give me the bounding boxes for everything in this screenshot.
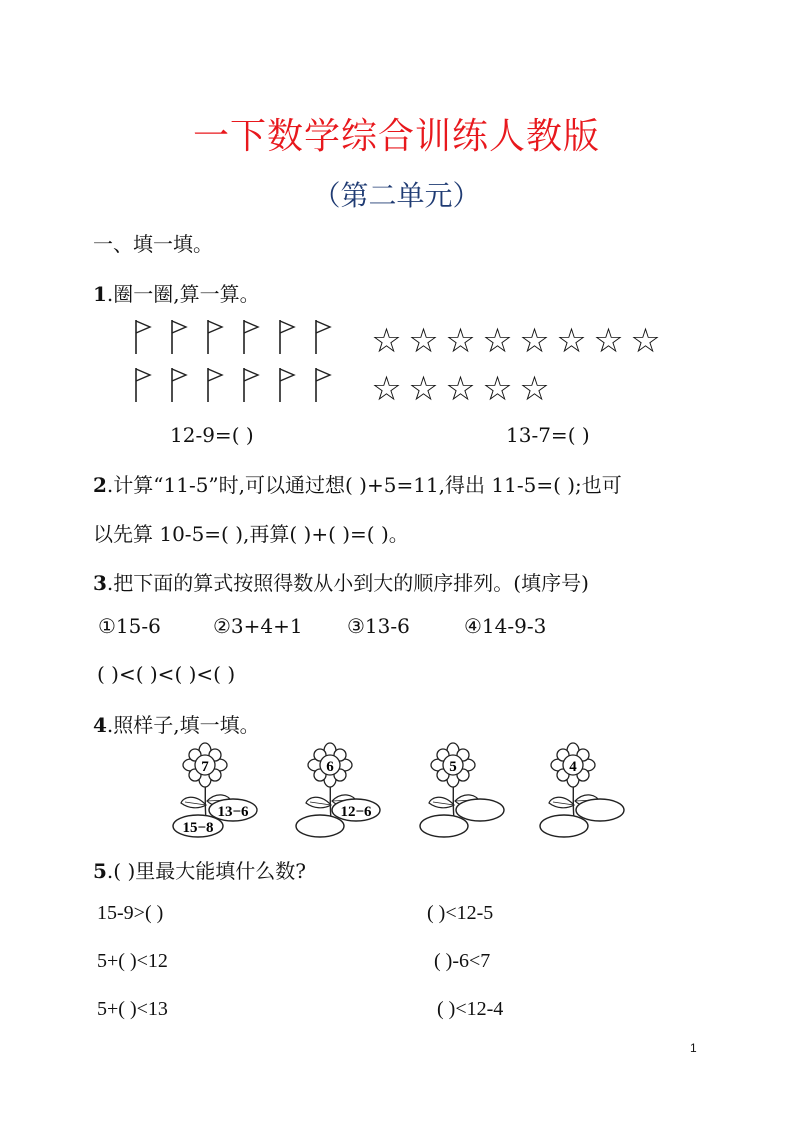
petal-oval-upper bbox=[456, 799, 504, 821]
flag-icon bbox=[240, 366, 276, 404]
expression-4: ④14-9-3 bbox=[464, 614, 547, 638]
ordering-blanks: ( )<( )<( )<( ) bbox=[97, 662, 236, 686]
star-icon: ☆ bbox=[408, 321, 439, 361]
question-3 bbox=[93, 567, 589, 596]
star-icon: ☆ bbox=[519, 321, 550, 361]
question-text: .计算“11-5”时,可以通过想( )+5=11,得出 11-5=( );也可 bbox=[106, 473, 622, 497]
star-icon: ☆ bbox=[482, 369, 513, 409]
question-1 bbox=[93, 278, 260, 307]
flag-icon bbox=[204, 318, 240, 356]
flag-icon bbox=[276, 366, 312, 404]
petal-oval-lower bbox=[420, 815, 468, 837]
question-number: 5 bbox=[93, 859, 107, 883]
oval-expression: 15−8 bbox=[182, 820, 214, 836]
question-number: 3 bbox=[93, 571, 107, 595]
inequality-right-3: ( )<12-4 bbox=[437, 998, 504, 1020]
petal-oval-upper bbox=[576, 799, 624, 821]
question-number: 1 bbox=[93, 282, 107, 306]
question-number: 2 bbox=[93, 473, 107, 497]
flag-row bbox=[132, 366, 348, 404]
inequality-right-1: ( )<12-5 bbox=[427, 902, 494, 924]
star-icon: ☆ bbox=[630, 321, 661, 361]
star-icon: ☆ bbox=[482, 321, 513, 361]
equation-right: 13-7=( ) bbox=[506, 423, 590, 447]
inequality-left-1: 15-9>( ) bbox=[97, 902, 164, 924]
question-text: .圈一圈,算一算。 bbox=[106, 282, 260, 306]
flag-icon bbox=[312, 318, 348, 356]
section-heading: 一、填一填。 bbox=[93, 232, 213, 256]
expression-2: ②3+4+1 bbox=[213, 614, 303, 638]
question-number: 4 bbox=[93, 713, 107, 737]
flag-icon bbox=[240, 318, 276, 356]
inequality-left-3: 5+( )<13 bbox=[97, 998, 168, 1020]
flower-center-number: 6 bbox=[326, 759, 334, 775]
expression-1: ①15-6 bbox=[98, 614, 161, 638]
flag-icon bbox=[168, 318, 204, 356]
question-2 bbox=[93, 469, 622, 498]
star-icon: ☆ bbox=[371, 321, 402, 361]
star-icon: ☆ bbox=[408, 369, 439, 409]
flower-center-number: 5 bbox=[449, 759, 457, 775]
flower-center-number: 4 bbox=[569, 759, 577, 775]
flag-icon bbox=[132, 366, 168, 404]
question-text: .把下面的算式按照得数从小到大的顺序排列。(填序号) bbox=[106, 571, 589, 595]
question-text: .( )里最大能填什么数? bbox=[106, 859, 306, 883]
star-icon: ☆ bbox=[445, 321, 476, 361]
flag-icon bbox=[204, 366, 240, 404]
question-text: .照样子,填一填。 bbox=[106, 713, 260, 737]
flag-icon bbox=[132, 318, 168, 356]
star-icon: ☆ bbox=[593, 321, 624, 361]
equation-left: 12-9=( ) bbox=[170, 423, 254, 447]
inequality-left-2: 5+( )<12 bbox=[97, 950, 168, 972]
flag-icon bbox=[276, 318, 312, 356]
oval-expression: 12−6 bbox=[340, 804, 372, 820]
petal-oval-lower bbox=[540, 815, 588, 837]
flag-icon bbox=[312, 366, 348, 404]
flowers-illustration bbox=[160, 740, 640, 840]
expression-3: ③13-6 bbox=[347, 614, 410, 638]
oval-expression: 13−6 bbox=[217, 804, 249, 820]
question-5 bbox=[93, 855, 306, 884]
flag-icon bbox=[168, 366, 204, 404]
question-2-line-2: 以先算 10-5=( ),再算( )+( )=( )。 bbox=[93, 522, 409, 546]
star-icon: ☆ bbox=[556, 321, 587, 361]
flower-center-number: 7 bbox=[201, 759, 209, 775]
star-icon: ☆ bbox=[519, 369, 550, 409]
star-icon: ☆ bbox=[371, 369, 402, 409]
question-4 bbox=[93, 709, 260, 738]
star-icon: ☆ bbox=[445, 369, 476, 409]
star-row bbox=[368, 322, 664, 360]
page-number: 1 bbox=[690, 1041, 697, 1055]
star-row bbox=[368, 370, 553, 408]
page-title: 一下数学综合训练人教版 bbox=[192, 116, 600, 157]
petal-oval-lower bbox=[296, 815, 344, 837]
page-subtitle: （第二单元） bbox=[312, 179, 481, 212]
flag-row bbox=[132, 318, 348, 356]
inequality-right-2: ( )-6<7 bbox=[434, 950, 491, 972]
